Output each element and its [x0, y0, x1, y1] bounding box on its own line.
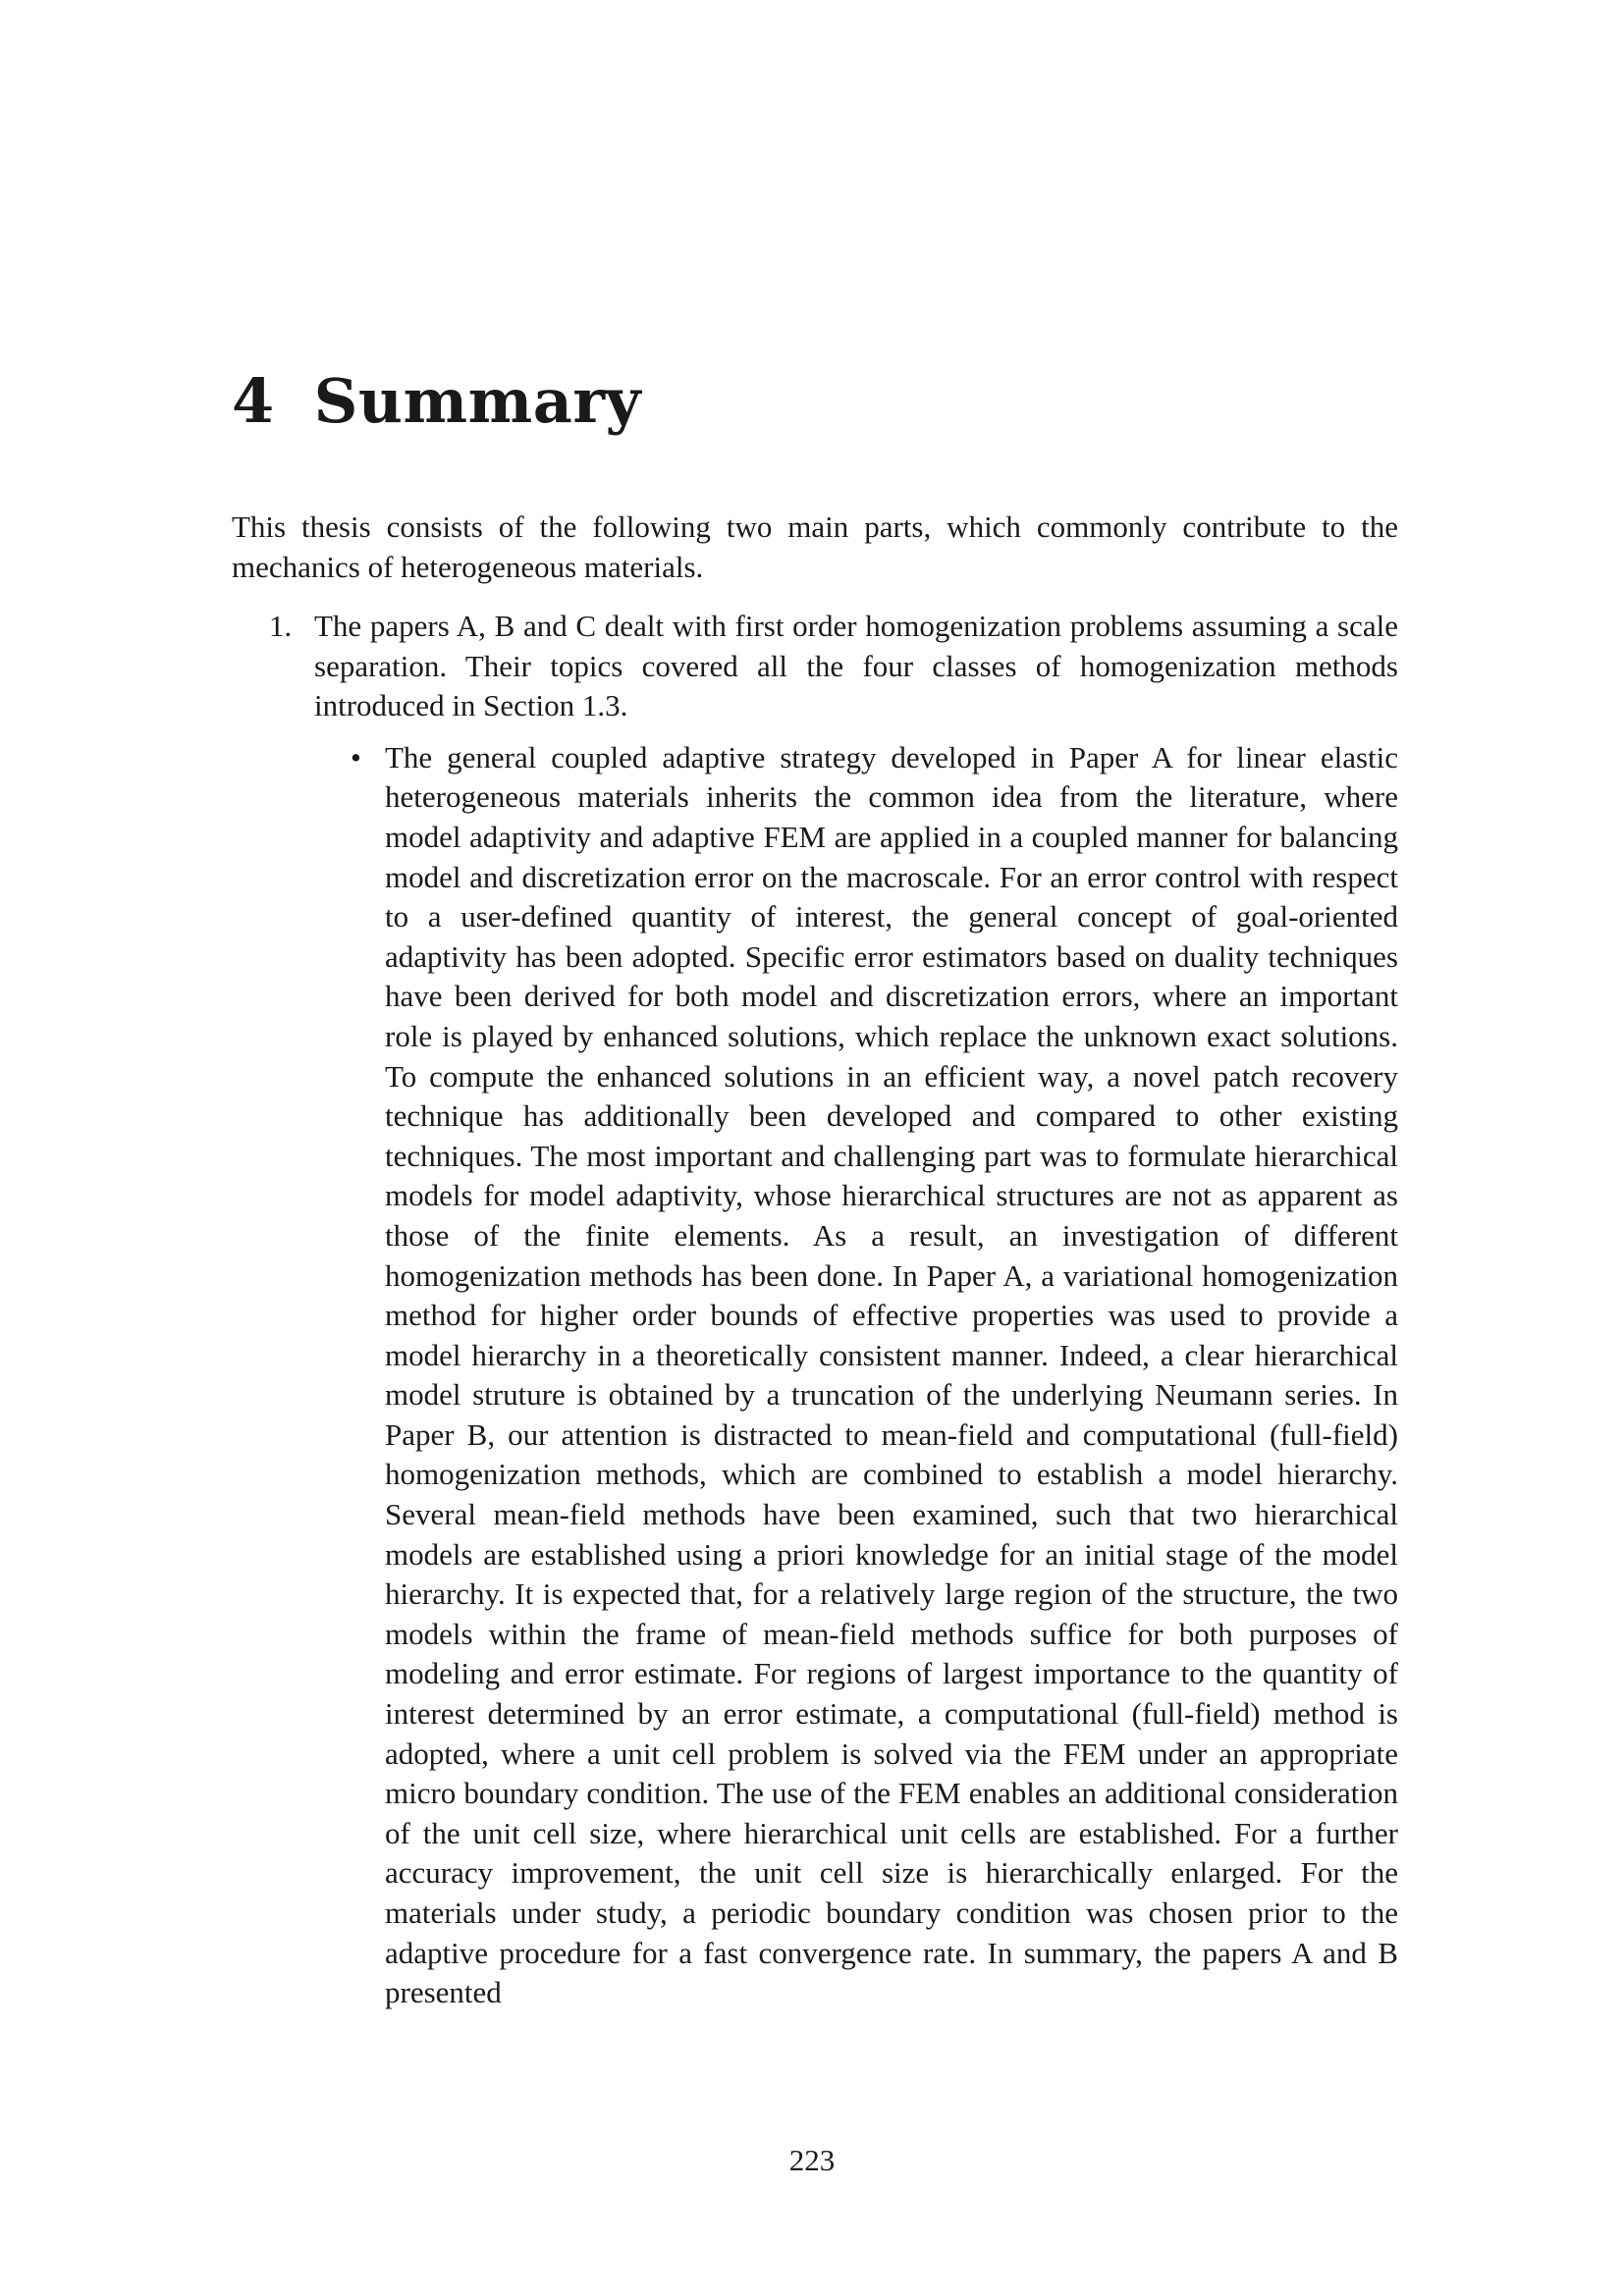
chapter-heading — [232, 365, 642, 437]
numbered-list — [232, 607, 1398, 2013]
bullet-item — [314, 738, 1398, 2013]
bullet-icon: • — [351, 739, 361, 774]
list-item-text: The papers A, B and C dealt with first order homogenization problems assuming a scale separation. Their topics covered all the four classes of homogenization methods introduced in Section 1.3. — [314, 609, 1398, 723]
list-item — [232, 607, 1398, 2013]
list-item-number: 1. — [269, 609, 293, 643]
chapter-title: Summary — [313, 365, 642, 437]
chapter-number: 4 — [232, 365, 275, 437]
bullet-text: The general coupled adaptive strategy developed in Paper A for linear elastic heterogeneous materials inherits the common idea from the literature, where model adaptivity and adaptive FEM are applied in a coupled manner for balancing model and discretization error on the macroscale. For an error control with respect to a user-defined quantity of interest, the general concept of goal-oriented adaptivity has been adopted. Specific error estimators based on duality techniques have been derived for both model and discretization errors, where an important role is played by enhanced solutions, which replace the unknown exact solutions. To compute the enhanced solutions in an efficient way, a novel patch recovery technique has additionally been developed and compared to other existing techniques. The most important and challenging part was to formulate hierarchical models for model adaptivity, whose hierarchical structures are not as apparent as those of the finite elements. As a result, an investigation of different homogenization methods has been done. In Paper A, a variational homogenization method for higher order bounds of effective properties was used to provide a model hierarchy in a theoretically consistent manner. Indeed, a clear hierarchical model struture is obtained by a truncation of the underlying Neumann series. In Paper B, our attention is distracted to mean-field and computational (full-field) homogenization methods, which are combined to establish a model hierarchy. Several mean-field methods have been examined, such that two hierarchical models are established using a priori knowledge for an initial stage of the model hierarchy. It is expected that, for a relatively large region of the structure, the two models within the frame of mean-field methods suffice for both purposes of modeling and error estimate. For regions of largest importance to the quantity of interest determined by an error estimate, a computational (full-field) method is adopted, where a unit cell problem is solved via the FEM under an appropriate micro boundary condition. The use of the FEM enables an additional consideration of the unit cell size, where hierarchical unit cells are established. For a further accuracy improvement, the unit cell size is hierarchically enlarged. For the materials under study, a periodic boundary condition was chosen prior to the adaptive procedure for a fast convergence rate. In summary, the papers A and B presented — [385, 739, 1398, 2010]
page-number: 223 — [788, 2143, 836, 2177]
intro-paragraph: This thesis consists of the following two main parts, which commonly contribute to the mechanics of heterogeneous materials. — [232, 509, 1398, 584]
bullet-list — [314, 738, 1398, 2013]
